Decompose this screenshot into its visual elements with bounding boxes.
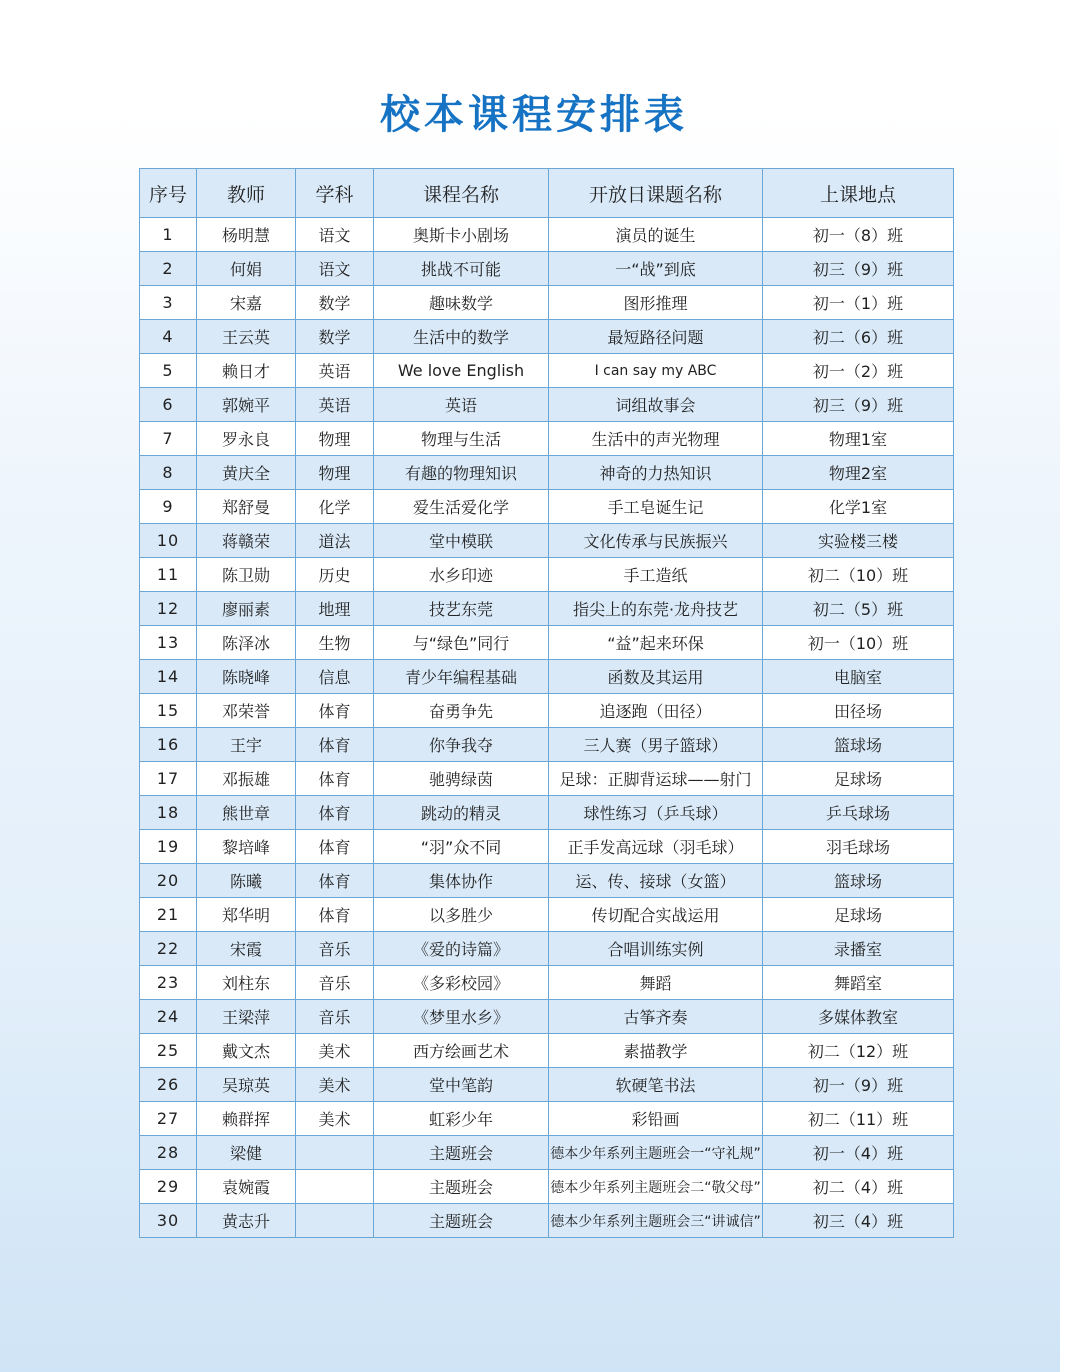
cell-teacher: 杨明慧 (197, 218, 296, 252)
cell-subject: 美术 (296, 1102, 374, 1136)
table-row (140, 524, 954, 558)
cell-teacher: 陈卫勋 (197, 558, 296, 592)
cell-no: 20 (140, 864, 197, 898)
cell-location: 初一（8）班 (763, 218, 954, 252)
cell-location: 初二（12）班 (763, 1034, 954, 1068)
cell-no: 13 (140, 626, 197, 660)
cell-location: 篮球场 (763, 864, 954, 898)
cell-subject: 化学 (296, 490, 374, 524)
cell-location: 篮球场 (763, 728, 954, 762)
cell-location: 初三（9）班 (763, 252, 954, 286)
table-row (140, 762, 954, 796)
cell-course: 以多胜少 (374, 898, 549, 932)
cell-location: 初二（6）班 (763, 320, 954, 354)
table-row (140, 456, 954, 490)
cell-teacher: 袁婉霞 (197, 1170, 296, 1204)
cell-course: 堂中模联 (374, 524, 549, 558)
cell-topic: 文化传承与民族振兴 (549, 524, 763, 558)
header-no: 序号 (140, 169, 197, 218)
header-teacher: 教师 (197, 169, 296, 218)
cell-course: 技艺东莞 (374, 592, 549, 626)
header-subject: 学科 (296, 169, 374, 218)
cell-teacher: 邓振雄 (197, 762, 296, 796)
cell-no: 10 (140, 524, 197, 558)
table-row (140, 1068, 954, 1102)
cell-topic: 指尖上的东莞·龙舟技艺 (549, 592, 763, 626)
cell-teacher: 陈泽冰 (197, 626, 296, 660)
cell-teacher: 邓荣誉 (197, 694, 296, 728)
cell-teacher: 陈曦 (197, 864, 296, 898)
table-row (140, 252, 954, 286)
cell-topic: 足球：正脚背运球——射门 (549, 762, 763, 796)
cell-subject: 数学 (296, 286, 374, 320)
cell-location: 物理2室 (763, 456, 954, 490)
cell-subject: 数学 (296, 320, 374, 354)
table-row (140, 592, 954, 626)
cell-teacher: 黄庆全 (197, 456, 296, 490)
cell-no: 1 (140, 218, 197, 252)
cell-subject: 音乐 (296, 932, 374, 966)
cell-topic: 正手发高远球（羽毛球） (549, 830, 763, 864)
cell-subject: 历史 (296, 558, 374, 592)
cell-no: 30 (140, 1204, 197, 1238)
cell-teacher: 郭婉平 (197, 388, 296, 422)
cell-location: 足球场 (763, 762, 954, 796)
cell-no: 22 (140, 932, 197, 966)
header-row (140, 169, 954, 218)
cell-teacher: 梁健 (197, 1136, 296, 1170)
cell-subject: 音乐 (296, 966, 374, 1000)
cell-teacher: 廖丽素 (197, 592, 296, 626)
cell-teacher: 赖群挥 (197, 1102, 296, 1136)
cell-subject (296, 1204, 374, 1238)
cell-subject: 体育 (296, 864, 374, 898)
cell-subject (296, 1136, 374, 1170)
cell-location: 初一（1）班 (763, 286, 954, 320)
cell-location: 初二（4）班 (763, 1170, 954, 1204)
cell-location: 初二（11）班 (763, 1102, 954, 1136)
table-row (140, 830, 954, 864)
cell-subject: 体育 (296, 728, 374, 762)
table-row (140, 1000, 954, 1034)
table-row (140, 1136, 954, 1170)
cell-topic: 传切配合实战运用 (549, 898, 763, 932)
cell-no: 4 (140, 320, 197, 354)
table-row (140, 320, 954, 354)
cell-course: 物理与生活 (374, 422, 549, 456)
cell-course: 英语 (374, 388, 549, 422)
cell-location: 实验楼三楼 (763, 524, 954, 558)
cell-teacher: 赖日才 (197, 354, 296, 388)
cell-no: 3 (140, 286, 197, 320)
cell-subject: 语文 (296, 252, 374, 286)
cell-no: 12 (140, 592, 197, 626)
cell-topic: 德本少年系列主题班会一“守礼规” (549, 1136, 763, 1170)
cell-no: 19 (140, 830, 197, 864)
cell-course: 爱生活爱化学 (374, 490, 549, 524)
cell-no: 5 (140, 354, 197, 388)
cell-location: 初一（9）班 (763, 1068, 954, 1102)
cell-teacher: 罗永良 (197, 422, 296, 456)
cell-course: 《爱的诗篇》 (374, 932, 549, 966)
table-row (140, 626, 954, 660)
cell-teacher: 黎培峰 (197, 830, 296, 864)
cell-course: 跳动的精灵 (374, 796, 549, 830)
table-header (140, 169, 954, 218)
cell-subject: 道法 (296, 524, 374, 558)
table-body (140, 218, 954, 1238)
cell-no: 21 (140, 898, 197, 932)
cell-topic: 追逐跑（田径） (549, 694, 763, 728)
cell-course: 西方绘画艺术 (374, 1034, 549, 1068)
cell-course: 驰骋绿茵 (374, 762, 549, 796)
cell-course: 趣味数学 (374, 286, 549, 320)
cell-teacher: 刘柱东 (197, 966, 296, 1000)
cell-course: 堂中笔韵 (374, 1068, 549, 1102)
cell-subject: 体育 (296, 796, 374, 830)
cell-topic: 彩铅画 (549, 1102, 763, 1136)
cell-subject: 体育 (296, 762, 374, 796)
cell-subject: 体育 (296, 694, 374, 728)
cell-topic: 德本少年系列主题班会二“敬父母” (549, 1170, 763, 1204)
cell-subject: 物理 (296, 422, 374, 456)
cell-teacher: 蒋赣荣 (197, 524, 296, 558)
cell-location: 初一（10）班 (763, 626, 954, 660)
cell-topic: 图形推理 (549, 286, 763, 320)
cell-teacher: 吴琼英 (197, 1068, 296, 1102)
cell-no: 7 (140, 422, 197, 456)
cell-teacher: 戴文杰 (197, 1034, 296, 1068)
table-row (140, 286, 954, 320)
table-row (140, 864, 954, 898)
cell-location: 初一（4）班 (763, 1136, 954, 1170)
cell-subject: 地理 (296, 592, 374, 626)
cell-subject: 音乐 (296, 1000, 374, 1034)
cell-topic: “益”起来环保 (549, 626, 763, 660)
cell-teacher: 陈晓峰 (197, 660, 296, 694)
cell-location: 电脑室 (763, 660, 954, 694)
cell-subject: 美术 (296, 1068, 374, 1102)
cell-location: 化学1室 (763, 490, 954, 524)
cell-location: 舞蹈室 (763, 966, 954, 1000)
cell-subject: 物理 (296, 456, 374, 490)
cell-course: We love English (374, 354, 549, 388)
cell-no: 28 (140, 1136, 197, 1170)
cell-no: 17 (140, 762, 197, 796)
cell-no: 9 (140, 490, 197, 524)
cell-course: 主题班会 (374, 1204, 549, 1238)
table-row (140, 932, 954, 966)
cell-subject: 语文 (296, 218, 374, 252)
cell-course: “羽”众不同 (374, 830, 549, 864)
table-row (140, 1204, 954, 1238)
table-row (140, 796, 954, 830)
cell-course: 《梦里水乡》 (374, 1000, 549, 1034)
cell-teacher: 宋嘉 (197, 286, 296, 320)
cell-no: 11 (140, 558, 197, 592)
page-edge (1060, 0, 1080, 1372)
cell-teacher: 郑华明 (197, 898, 296, 932)
cell-topic: 软硬笔书法 (549, 1068, 763, 1102)
cell-no: 16 (140, 728, 197, 762)
cell-topic: 德本少年系列主题班会三“讲诚信” (549, 1204, 763, 1238)
cell-location: 多媒体教室 (763, 1000, 954, 1034)
page-title: 校本课程安排表 (380, 90, 688, 138)
cell-subject (296, 1170, 374, 1204)
table-row (140, 966, 954, 1000)
cell-topic: 一“战”到底 (549, 252, 763, 286)
cell-course: 青少年编程基础 (374, 660, 549, 694)
cell-topic: 生活中的声光物理 (549, 422, 763, 456)
cell-topic: 最短路径问题 (549, 320, 763, 354)
cell-teacher: 王宇 (197, 728, 296, 762)
cell-subject: 美术 (296, 1034, 374, 1068)
cell-course: 虹彩少年 (374, 1102, 549, 1136)
table-row (140, 558, 954, 592)
header-location: 上课地点 (763, 169, 954, 218)
table-row (140, 1170, 954, 1204)
cell-no: 25 (140, 1034, 197, 1068)
cell-course: 与“绿色”同行 (374, 626, 549, 660)
cell-topic: 舞蹈 (549, 966, 763, 1000)
cell-course: 挑战不可能 (374, 252, 549, 286)
cell-course: 《多彩校园》 (374, 966, 549, 1000)
cell-location: 乒乓球场 (763, 796, 954, 830)
cell-no: 8 (140, 456, 197, 490)
table-row (140, 218, 954, 252)
header-topic: 开放日课题名称 (549, 169, 763, 218)
cell-course: 水乡印迹 (374, 558, 549, 592)
cell-no: 27 (140, 1102, 197, 1136)
cell-teacher: 王梁萍 (197, 1000, 296, 1034)
table-row (140, 422, 954, 456)
table-row (140, 898, 954, 932)
cell-topic: 词组故事会 (549, 388, 763, 422)
cell-no: 23 (140, 966, 197, 1000)
cell-course: 奋勇争先 (374, 694, 549, 728)
cell-topic: 三人赛（男子篮球） (549, 728, 763, 762)
cell-topic: 运、传、接球（女篮） (549, 864, 763, 898)
cell-no: 15 (140, 694, 197, 728)
cell-topic: 神奇的力热知识 (549, 456, 763, 490)
cell-topic: 古筝齐奏 (549, 1000, 763, 1034)
cell-course: 生活中的数学 (374, 320, 549, 354)
table-row (140, 354, 954, 388)
cell-location: 初一（2）班 (763, 354, 954, 388)
cell-location: 录播室 (763, 932, 954, 966)
table-row (140, 660, 954, 694)
cell-teacher: 何娟 (197, 252, 296, 286)
header-course: 课程名称 (374, 169, 549, 218)
cell-course: 集体协作 (374, 864, 549, 898)
cell-no: 6 (140, 388, 197, 422)
cell-subject: 英语 (296, 354, 374, 388)
cell-topic: 手工皂诞生记 (549, 490, 763, 524)
cell-subject: 体育 (296, 830, 374, 864)
cell-course: 你争我夺 (374, 728, 549, 762)
cell-teacher: 黄志升 (197, 1204, 296, 1238)
cell-topic: 素描教学 (549, 1034, 763, 1068)
cell-topic: 合唱训练实例 (549, 932, 763, 966)
cell-topic: I can say my ABC (549, 354, 763, 388)
cell-location: 初三（9）班 (763, 388, 954, 422)
cell-teacher: 郑舒曼 (197, 490, 296, 524)
cell-no: 29 (140, 1170, 197, 1204)
cell-location: 初二（5）班 (763, 592, 954, 626)
table-row (140, 388, 954, 422)
cell-topic: 球性练习（乒乓球） (549, 796, 763, 830)
cell-location: 初三（4）班 (763, 1204, 954, 1238)
cell-location: 初二（10）班 (763, 558, 954, 592)
cell-location: 羽毛球场 (763, 830, 954, 864)
cell-no: 26 (140, 1068, 197, 1102)
cell-location: 物理1室 (763, 422, 954, 456)
table-row (140, 728, 954, 762)
cell-no: 2 (140, 252, 197, 286)
cell-subject: 英语 (296, 388, 374, 422)
cell-course: 主题班会 (374, 1170, 549, 1204)
cell-no: 24 (140, 1000, 197, 1034)
table-row (140, 1034, 954, 1068)
cell-course: 主题班会 (374, 1136, 549, 1170)
cell-teacher: 王云英 (197, 320, 296, 354)
cell-subject: 生物 (296, 626, 374, 660)
cell-no: 14 (140, 660, 197, 694)
cell-course: 有趣的物理知识 (374, 456, 549, 490)
cell-subject: 信息 (296, 660, 374, 694)
cell-course: 奥斯卡小剧场 (374, 218, 549, 252)
cell-location: 田径场 (763, 694, 954, 728)
table-row (140, 694, 954, 728)
cell-topic: 函数及其运用 (549, 660, 763, 694)
cell-no: 18 (140, 796, 197, 830)
cell-teacher: 熊世章 (197, 796, 296, 830)
table-row (140, 490, 954, 524)
course-schedule-table (139, 168, 954, 1238)
cell-topic: 演员的诞生 (549, 218, 763, 252)
cell-teacher: 宋霞 (197, 932, 296, 966)
table-row (140, 1102, 954, 1136)
cell-topic: 手工造纸 (549, 558, 763, 592)
cell-subject: 体育 (296, 898, 374, 932)
cell-location: 足球场 (763, 898, 954, 932)
